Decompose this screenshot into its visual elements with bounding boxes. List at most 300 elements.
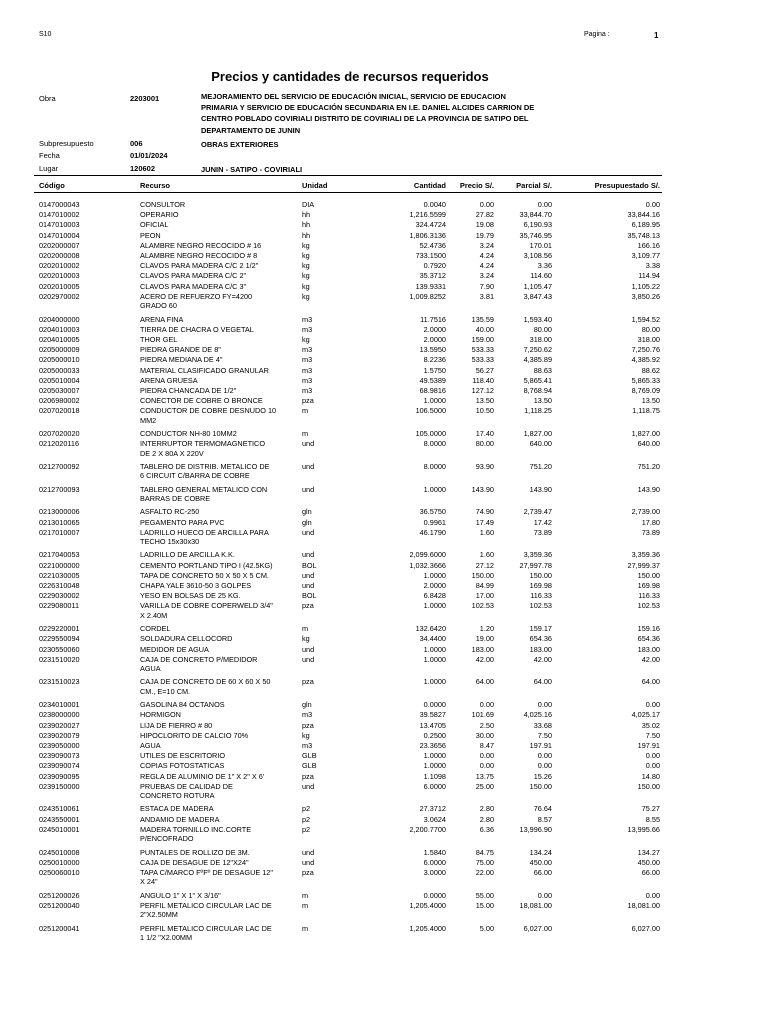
resource-budgeted: 751.20: [637, 461, 660, 471]
page-number: 1: [654, 31, 659, 40]
resource-quantity: 36.5750: [419, 507, 446, 517]
resource-unit: kg: [302, 271, 310, 281]
resource-quantity: 0.2500: [423, 730, 446, 740]
resource-price: 1.60: [479, 550, 494, 560]
resource-unit: und: [302, 857, 315, 867]
resource-budgeted: 1,118.75: [632, 406, 660, 416]
resource-unit: BOL: [302, 591, 317, 601]
resource-unit: hh: [302, 230, 311, 240]
resource-quantity: 1,216.5599: [409, 210, 446, 220]
resource-unit: GLB: [302, 751, 317, 761]
resource-partial: 116.33: [530, 591, 552, 601]
resource-code: 0205000033: [39, 365, 80, 375]
resource-code: 0239050000: [39, 740, 80, 750]
resource-quantity: 1.0000: [423, 677, 446, 687]
lugar-code: 120602: [130, 164, 156, 173]
resource-partial: 0.00: [537, 751, 552, 761]
resource-partial: 42.00: [533, 654, 552, 664]
resource-code: 0204000000: [39, 314, 80, 324]
resource-price: 4.24: [479, 251, 494, 260]
resource-quantity: 2.0000: [423, 334, 446, 344]
resource-quantity: 0.0000: [423, 700, 446, 710]
resource-quantity: 3.0000: [423, 867, 446, 877]
resource-code: 0243510061: [39, 804, 80, 814]
resource-description: LIJA DE FIERRO # 80: [140, 720, 213, 730]
lugar-description: JUNIN - SATIPO - COVIRIALI: [201, 165, 303, 174]
resource-price: 1.20: [479, 624, 494, 634]
resource-unit: m3: [302, 345, 313, 355]
resource-budgeted: 7,250.76: [631, 345, 660, 355]
resource-description: PIEDRA CHANCADA DE 1/2": [140, 385, 237, 395]
resource-quantity: 23.3656: [419, 740, 446, 750]
resource-partial: 7,250.62: [523, 345, 552, 355]
resource-budgeted: 450.00: [637, 857, 660, 867]
resource-unit: m: [302, 923, 309, 933]
document-title: Precios y cantidades de recursos requeridos: [211, 69, 489, 84]
resource-quantity: 6.0000: [423, 781, 446, 791]
resource-quantity: 1.0000: [423, 601, 446, 611]
resource-unit: und: [302, 847, 315, 857]
resource-unit: und: [302, 439, 315, 449]
resource-partial: 7.50: [537, 730, 552, 740]
resource-price: 19.08: [475, 220, 494, 230]
resource-partial: 150.00: [529, 570, 552, 580]
fecha-label: Fecha: [39, 151, 60, 160]
resource-description: VARILLA DE COBRE COPERWELD 3/4" X 2.40M: [140, 601, 273, 620]
resource-price: 135.59: [471, 314, 494, 324]
resource-description: ARENA GRUESA: [140, 375, 198, 385]
resource-price: 118.40: [472, 375, 494, 385]
resource-budgeted: 7.50: [645, 730, 660, 740]
resource-code: 0239090073: [39, 751, 80, 761]
resource-partial: 1,105.47: [523, 281, 552, 291]
resource-budgeted: 5,865.33: [631, 375, 660, 385]
resource-budgeted: 2,739.00: [631, 507, 660, 517]
resource-partial: 0.00: [537, 200, 552, 209]
resource-description: CLAVOS PARA MADERA C/C 2 1/2": [140, 261, 259, 271]
resource-description: CONDUCTOR DE COBRE DESNUDO 10 MM2: [140, 406, 277, 425]
resource-quantity: 6.8428: [423, 591, 446, 601]
resource-quantity: 1.0000: [423, 570, 446, 580]
resource-quantity: 139.9331: [415, 281, 446, 291]
resource-unit: kg: [302, 281, 310, 291]
lugar-label: Lugar: [39, 164, 59, 173]
resource-partial: 102.53: [529, 601, 552, 611]
resource-price: 42.00: [475, 654, 494, 664]
resource-quantity: 35.3712: [419, 271, 446, 281]
resource-price: 143.90: [471, 484, 494, 494]
resource-quantity: 8.0000: [423, 461, 446, 471]
resource-partial: 1,827.00: [523, 429, 552, 438]
resource-description: TAPA C/MARCO FºFº DE DESAGUE 12" X 24": [140, 867, 273, 887]
resource-quantity: 8.2236: [423, 355, 446, 365]
resource-code: 0204010003: [39, 324, 80, 334]
resource-quantity: 733.1500: [415, 251, 446, 260]
resource-unit: pza: [302, 601, 314, 611]
resource-unit: kg: [302, 730, 310, 740]
resource-partial: 3.36: [537, 261, 552, 271]
resource-code: 0147010003: [39, 220, 80, 230]
resource-unit: m3: [302, 324, 313, 334]
resource-description: HORMIGON: [140, 710, 181, 720]
obra-code: 2203001: [130, 94, 160, 103]
resource-budgeted: 42.00: [641, 654, 660, 664]
resource-unit: und: [302, 484, 315, 494]
resource-partial: 143.90: [529, 484, 552, 494]
column-header-unidad: Unidad: [302, 181, 328, 190]
resource-partial: 66.00: [533, 867, 552, 877]
column-header-presupuestado: Presupuestado S/.: [594, 181, 660, 190]
resource-partial: 197.91: [529, 740, 552, 750]
resource-unit: kg: [302, 634, 310, 644]
resource-price: 27.12: [475, 560, 494, 570]
resource-code: 0250010000: [39, 857, 80, 867]
resource-budgeted: 166.16: [637, 240, 660, 250]
resource-unit: hh: [302, 220, 311, 230]
resource-price: 13.50: [475, 396, 494, 406]
resource-quantity: 11.7516: [420, 314, 446, 324]
resource-code: 0202000008: [39, 251, 80, 260]
resource-description: ASFALTO RC-250: [140, 507, 200, 517]
resource-description: ALAMBRE NEGRO RECOCIDO # 8: [140, 251, 258, 260]
resource-unit: p2: [302, 814, 311, 824]
resource-description: PIEDRA MEDIANA DE 4": [140, 355, 223, 365]
resource-price: 64.00: [475, 677, 494, 687]
resource-code: 0213010065: [39, 517, 80, 527]
resource-price: 2.50: [479, 720, 494, 730]
resource-description: ESTACA DE MADERA: [140, 804, 214, 814]
resource-budgeted: 318.00: [637, 334, 660, 344]
resource-description: PERFIL METALICO CIRCULAR LAC DE 2"X2.50MM: [140, 900, 272, 920]
resource-budgeted: 73.89: [641, 527, 660, 537]
resource-code: 0226310048: [39, 581, 80, 590]
resource-price: 19.00: [475, 634, 494, 644]
resource-description: PERFIL METALICO CIRCULAR LAC DE 1 1/2 "X2.00MM: [140, 923, 272, 942]
resource-unit: und: [302, 581, 315, 590]
resource-quantity: 106.5000: [415, 406, 446, 416]
resource-quantity: 13.5950: [419, 345, 446, 355]
resource-unit: und: [302, 550, 315, 560]
resource-partial: 17.42: [533, 517, 552, 527]
resource-description: ANGULO 1" X 1" X 3/16": [140, 890, 221, 900]
resource-partial: 4,385.89: [523, 355, 552, 365]
resource-unit: hh: [302, 210, 311, 220]
header-top-rule: [34, 175, 662, 176]
resource-description: COPIAS FOTOSTATICAS: [140, 761, 225, 771]
resource-price: 8.47: [479, 740, 494, 750]
resource-partial: 64.00: [533, 677, 552, 687]
resource-price: 17.49: [475, 517, 494, 527]
resource-code: 0147010002: [39, 210, 80, 220]
obra-description: MEJORAMIENTO DEL SERVICIO DE EDUCACIÓN INICIAL, SERVICIO DE EDUCACION PRIMARIA Y SERVICIO DE EDUCACIÓN SECUNDARIA EN I.E. DANIEL ALCIDES CARRION DE CENTRO POBLADO COVIRIALI DISTRITO DE COVIRIALI DE LA PROVINCIA DE SATIPO DEL DEPARTAMENTO DE JUNIN: [201, 92, 535, 135]
resource-quantity: 6.0000: [423, 857, 446, 867]
resource-budgeted: 13,995.66: [627, 824, 660, 834]
resource-budgeted: 3,109.77: [631, 251, 660, 260]
resource-price: 84.99: [475, 581, 494, 590]
resource-price: 75.00: [475, 857, 494, 867]
resource-quantity: 1.0000: [423, 761, 446, 771]
resource-code: 0251200041: [39, 923, 80, 933]
resource-description: TABLERO GENERAL METALICO CON BARRAS DE COBRE: [140, 484, 268, 503]
resource-partial: 18,081.00: [519, 900, 552, 910]
resource-code: 0221030005: [39, 570, 80, 580]
resource-partial: 3,108.56: [523, 251, 552, 260]
resource-unit: m3: [302, 710, 313, 720]
resource-unit: m: [302, 406, 309, 416]
resource-description: THOR GEL: [140, 334, 178, 344]
resource-description: TABLERO DE DISTRIB. METALICO DE 6 CIRCUIT C/BARRA DE COBRE: [140, 461, 270, 481]
resource-budgeted: 4,385.92: [631, 355, 660, 365]
resource-unit: kg: [302, 240, 310, 250]
resource-quantity: 1.0000: [423, 396, 446, 406]
resource-budgeted: 1,827.00: [631, 429, 660, 438]
resource-partial: 27,997.78: [519, 560, 552, 570]
resource-code: 0147010004: [39, 230, 80, 240]
resource-partial: 3,359.36: [523, 550, 552, 560]
resource-partial: 73.89: [533, 527, 552, 537]
resource-code: 0207020020: [39, 429, 80, 438]
resource-code: 0217010007: [39, 527, 80, 537]
resource-price: 80.00: [475, 439, 494, 449]
resource-description: PUNTALES DE ROLLIZO DE 3M.: [140, 847, 250, 857]
resource-price: 13.75: [475, 771, 494, 781]
resource-quantity: 27.3712: [419, 804, 446, 814]
resource-partial: 8.57: [537, 814, 552, 824]
fecha-value: 01/01/2024: [130, 151, 168, 160]
resource-budgeted: 3,359.36: [631, 550, 660, 560]
resource-unit: kg: [302, 334, 310, 344]
resource-unit: m3: [302, 365, 313, 375]
resource-code: 0212700092: [39, 461, 80, 471]
resource-quantity: 1,205.4000: [409, 900, 446, 910]
resource-code: 0229030002: [39, 591, 80, 601]
resource-partial: 318.00: [529, 334, 552, 344]
resource-quantity: 1.0000: [423, 484, 446, 494]
resource-price: 0.00: [479, 751, 494, 761]
resource-budgeted: 6,027.00: [631, 923, 660, 933]
resource-code: 0202010002: [39, 261, 80, 271]
resource-code: 0205010004: [39, 375, 80, 385]
resource-quantity: 1.5750: [423, 365, 446, 375]
subpresupuesto-description: OBRAS EXTERIORES: [201, 140, 279, 149]
resource-code: 0206980002: [39, 396, 80, 406]
resource-code: 0207020018: [39, 406, 80, 416]
resource-code: 0202010005: [39, 281, 80, 291]
resource-code: 0205030007: [39, 385, 80, 395]
resource-unit: m3: [302, 375, 313, 385]
resource-description: UTILES DE ESCRITORIO: [140, 751, 226, 761]
resource-budgeted: 4,025.17: [631, 710, 660, 720]
resource-price: 0.00: [479, 700, 494, 710]
resource-code: 0213000006: [39, 507, 80, 517]
resource-code: 0234010001: [39, 700, 80, 710]
resource-quantity: 324.4724: [415, 220, 446, 230]
resource-description: SOLDADURA CELLOCORD: [140, 634, 233, 644]
resource-budgeted: 654.36: [637, 634, 660, 644]
resource-code: 0239020079: [39, 730, 80, 740]
resource-partial: 13,996.90: [519, 824, 552, 834]
resource-price: 102.53: [471, 601, 494, 611]
resource-price: 93.90: [475, 461, 494, 471]
resource-budgeted: 197.91: [637, 740, 660, 750]
resource-budgeted: 0.00: [645, 200, 660, 209]
resource-price: 15.00: [475, 900, 494, 910]
resource-partial: 1,118.25: [524, 406, 552, 416]
resource-price: 150.00: [471, 570, 494, 580]
column-header-recurso: Recurso: [140, 181, 171, 190]
resource-code: 0231510023: [39, 677, 80, 687]
resource-budgeted: 8,769.09: [631, 385, 660, 395]
resource-code: 0243550001: [39, 814, 80, 824]
resource-price: 0.00: [479, 761, 494, 771]
resource-unit: und: [302, 527, 315, 537]
resource-unit: kg: [302, 251, 310, 260]
resource-code: 0245010001: [39, 824, 80, 834]
resource-quantity: 0.9961: [423, 517, 446, 527]
resource-partial: 6,190.93: [523, 220, 552, 230]
resource-unit: p2: [302, 804, 311, 814]
resource-unit: gln: [302, 517, 312, 527]
resource-code: 0229550094: [39, 634, 80, 644]
resource-partial: 0.00: [537, 890, 552, 900]
resource-budgeted: 17.80: [641, 517, 660, 527]
resource-partial: 4,025.16: [523, 710, 552, 720]
resource-unit: m3: [302, 355, 313, 365]
resource-price: 4.24: [479, 261, 494, 271]
resource-description: PRUEBAS DE CALIDAD DE CONCRETO ROTURA: [140, 781, 233, 801]
resource-unit: DIA: [302, 200, 315, 209]
resource-quantity: 8.0000: [423, 439, 446, 449]
resource-price: 17.00: [475, 591, 494, 601]
resource-description: YESO EN BOLSAS DE 25 KG.: [140, 591, 241, 601]
resource-price: 84.75: [475, 847, 494, 857]
resource-partial: 6,027.00: [523, 923, 552, 933]
resource-unit: m3: [302, 314, 313, 324]
resource-partial: 114.60: [530, 271, 552, 281]
resource-price: 19.79: [475, 230, 494, 240]
resource-price: 27.82: [475, 210, 494, 220]
resource-quantity: 2.0000: [423, 324, 446, 334]
resource-code: 0221000000: [39, 560, 80, 570]
resource-quantity: 1,806.3136: [409, 230, 446, 240]
resource-unit: pza: [302, 867, 314, 877]
resource-price: 127.12: [471, 385, 494, 395]
resource-partial: 3,847.43: [523, 291, 552, 301]
resource-description: GASOLINA 84 OCTANOS: [140, 700, 225, 710]
resource-unit: GLB: [302, 761, 317, 771]
resource-budgeted: 80.00: [641, 324, 660, 334]
resource-quantity: 34.4400: [419, 634, 446, 644]
resource-budgeted: 35.02: [641, 720, 660, 730]
resource-budgeted: 0.00: [645, 751, 660, 761]
resource-quantity: 2,099.6000: [409, 550, 446, 560]
resource-description: PEGAMENTO PARA PVC: [140, 517, 225, 527]
resource-price: 183.00: [471, 644, 494, 654]
resource-unit: BOL: [302, 560, 317, 570]
resource-description: ANDAMIO DE MADERA: [140, 814, 220, 824]
resource-budgeted: 3,850.26: [631, 291, 660, 301]
resource-description: CLAVOS PARA MADERA C/C 3": [140, 281, 247, 291]
resource-quantity: 52.4736: [419, 240, 446, 250]
page-code: S10: [39, 31, 52, 38]
resource-description: CEMENTO PORTLAND TIPO I (42.5KG): [140, 560, 273, 570]
column-header-codigo: Código: [39, 181, 65, 190]
resource-quantity: 2.0000: [423, 581, 446, 590]
resource-price: 40.00: [475, 324, 494, 334]
resource-budgeted: 35,748.13: [627, 230, 660, 240]
resource-description: TIERRA DE CHACRA O VEGETAL: [140, 324, 254, 334]
resource-unit: pza: [302, 396, 314, 406]
resource-partial: 8,768.94: [523, 385, 552, 395]
resource-description: AGUA: [140, 740, 161, 750]
resource-price: 22.00: [475, 867, 494, 877]
resource-description: OFICIAL: [140, 220, 169, 230]
page-label: Pagina :: [584, 31, 610, 38]
resource-quantity: 39.5827: [419, 710, 446, 720]
resource-unit: und: [302, 781, 315, 791]
resource-code: 0251200040: [39, 900, 80, 910]
resource-partial: 80.00: [533, 324, 552, 334]
resource-budgeted: 143.90: [637, 484, 660, 494]
resource-code: 0239150000: [39, 781, 80, 791]
resource-unit: kg: [302, 291, 310, 301]
resource-quantity: 2,200.7700: [409, 824, 446, 834]
resource-description: CONDUCTOR NH-80 10MM2: [140, 429, 237, 438]
resource-code: 0238000000: [39, 710, 80, 720]
resource-description: TAPA DE CONCRETO 50 X 50 X 5 CM.: [140, 570, 269, 580]
resource-budgeted: 0.00: [645, 890, 660, 900]
resource-description: CAJA DE CONCRETO DE 60 X 60 X 50 CM., E=10 CM.: [140, 677, 271, 696]
resource-price: 56.27: [475, 365, 494, 375]
resource-quantity: 132.6420: [415, 624, 446, 634]
resource-description: LADRILLO DE ARCILLA K.K.: [140, 550, 235, 560]
resource-price: 5.00: [479, 923, 494, 933]
resource-code: 0239090095: [39, 771, 80, 781]
resource-quantity: 0.7920: [423, 261, 446, 271]
resource-budgeted: 134.27: [637, 847, 660, 857]
resource-code: 0250060010: [39, 867, 80, 877]
resource-partial: 1,593.40: [523, 314, 552, 324]
resource-partial: 15.26: [533, 771, 552, 781]
resource-description: HIPOCLORITO DE CALCIO 70%: [140, 730, 249, 740]
resource-description: CAJA DE DESAGUE DE 12"X24": [140, 857, 249, 867]
resource-description: REGLA DE ALUMINIO DE 1" X 2" X 6': [140, 771, 265, 781]
resource-budgeted: 150.00: [637, 781, 660, 791]
resource-unit: m: [302, 890, 309, 900]
resource-quantity: 0.0000: [423, 890, 446, 900]
header-bottom-rule: [34, 192, 662, 193]
resource-price: 7.90: [479, 281, 494, 291]
resource-budgeted: 1,105.22: [631, 281, 660, 291]
resource-code: 0202970002: [39, 291, 80, 301]
resource-unit: pza: [302, 720, 314, 730]
resource-partial: 33.68: [533, 720, 552, 730]
resource-price: 533.33: [471, 355, 494, 365]
resource-price: 17.40: [475, 429, 494, 438]
resource-budgeted: 159.16: [637, 624, 660, 634]
resource-budgeted: 33,844.16: [627, 210, 660, 220]
resource-description: CONECTOR DE COBRE O BRONCE: [140, 396, 263, 406]
resource-description: CORDEL: [140, 624, 171, 634]
resource-quantity: 13.4705: [419, 720, 446, 730]
resource-partial: 0.00: [537, 700, 552, 710]
resource-partial: 654.36: [529, 634, 552, 644]
resource-code: 0229080011: [39, 601, 80, 611]
resource-partial: 35,746.95: [519, 230, 552, 240]
resource-price: 10.50: [475, 406, 494, 416]
resource-price: 0.00: [479, 200, 494, 209]
resource-budgeted: 66.00: [641, 867, 660, 877]
